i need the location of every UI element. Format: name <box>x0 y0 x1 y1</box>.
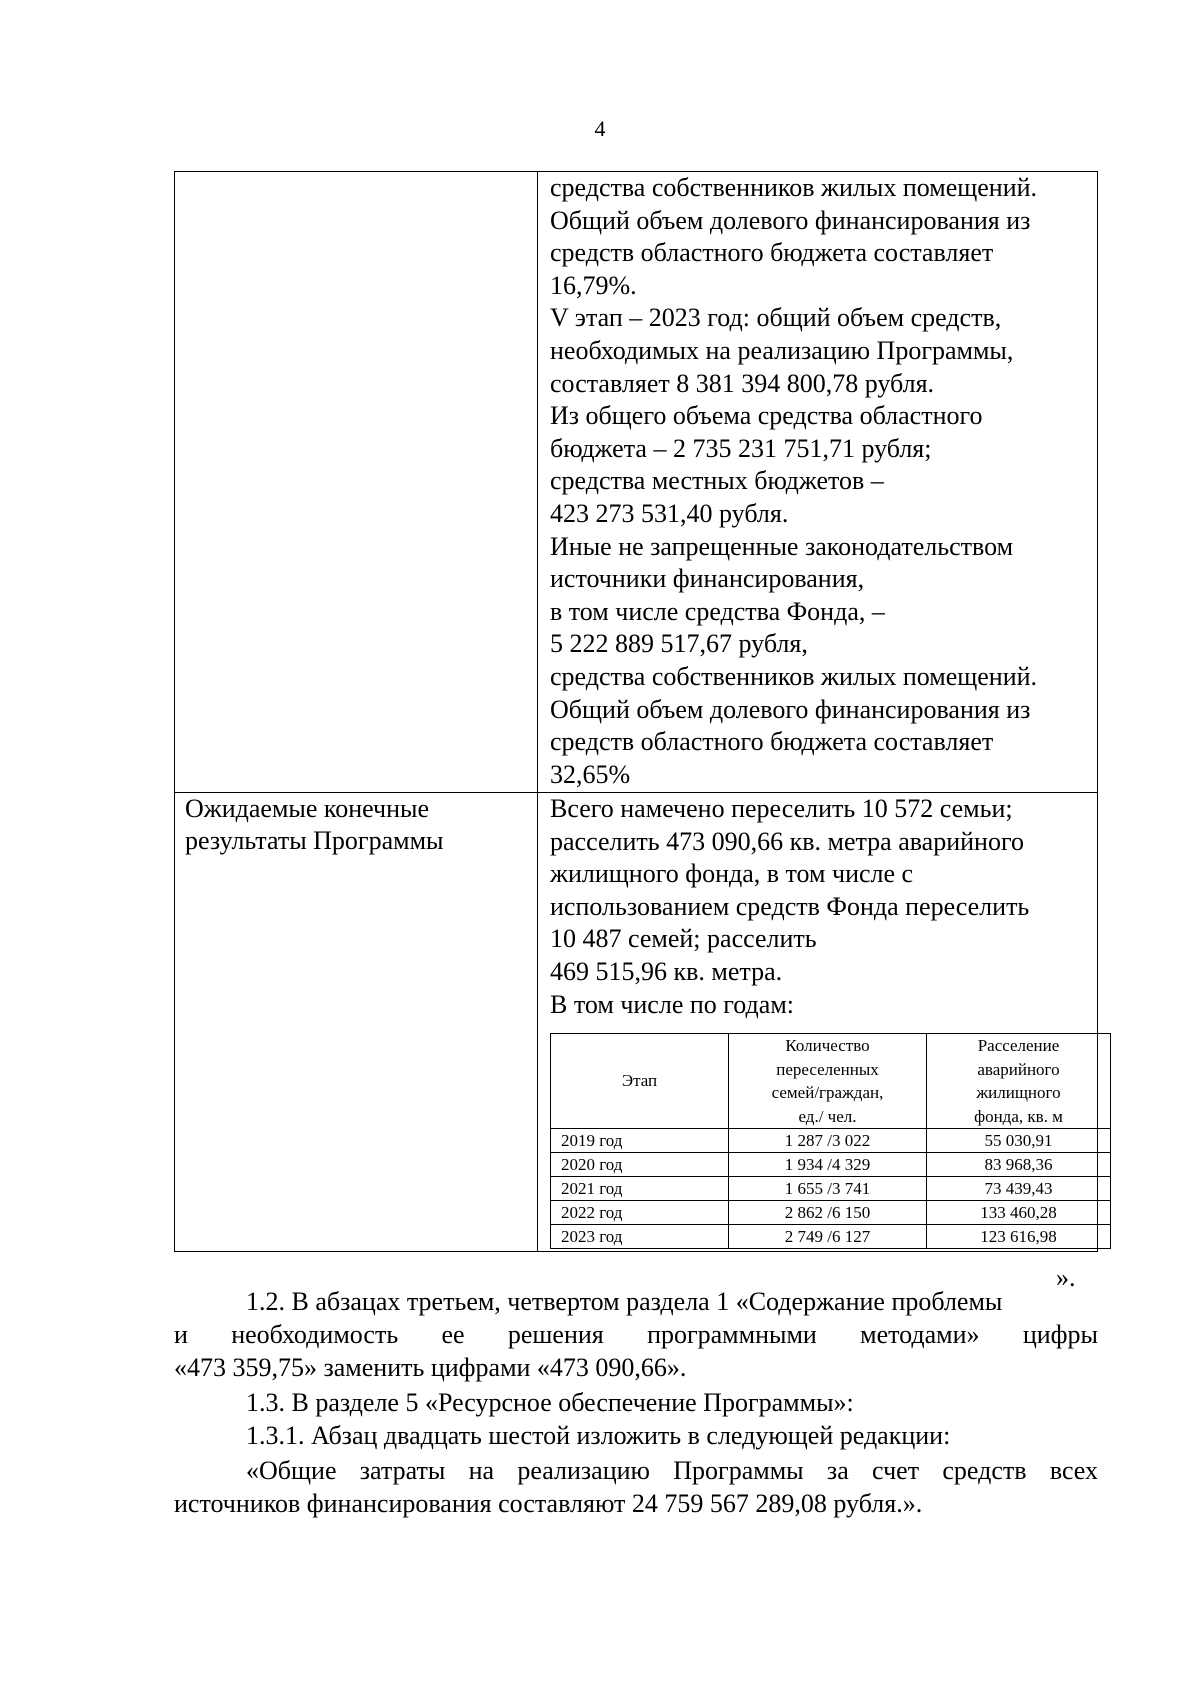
financing-text-line: Иные не запрещенные законодательством <box>550 531 1014 561</box>
paragraph-1-3-1-text: 1.3.1. Абзац двадцать шестой изложить в следующей редакции: <box>246 1421 951 1450</box>
table-row <box>551 1153 1111 1177</box>
expected-results-text-line: жилищного фонда, в том числе с <box>550 859 914 889</box>
header-area-line: жилищного <box>976 1083 1061 1103</box>
expected-results-text-line: 469 515,96 кв. метра. <box>550 956 783 986</box>
header-stage: Этап <box>551 1034 729 1129</box>
row-label-empty <box>175 172 538 793</box>
expected-results-label-line: Ожидаемые конечные <box>185 794 430 823</box>
header-families-count-line: переселенных <box>776 1059 879 1079</box>
header-families-count-line: семей/граждан, <box>771 1083 884 1103</box>
expected-results-text-line: В том числе по годам: <box>550 989 794 1019</box>
year-cell: 2021 год <box>551 1177 729 1201</box>
financing-text-line: средства местных бюджетов – <box>550 466 884 496</box>
resettlement-by-year-table <box>550 1033 1111 1249</box>
expected-results-content-cell <box>538 793 1098 1252</box>
financing-text-line: в том числе средства Фонда, – <box>550 596 885 626</box>
expected-results-text-line: 10 487 семей; расселить <box>550 924 817 954</box>
financing-text-line: средств областного бюджета составляет <box>550 727 994 757</box>
paragraph-1-2-line-3: «473 359,75» заменить цифрами «473 090,66». <box>174 1353 687 1382</box>
header-area-line: Расселение <box>977 1036 1060 1056</box>
page-number: 4 <box>594 116 606 141</box>
families-count-cell: 2 749 /6 127 <box>729 1225 927 1249</box>
financing-text-line: средства собственников жилых помещений. <box>550 173 1038 202</box>
families-count-cell: 1 934 /4 329 <box>729 1153 927 1177</box>
area-cell: 73 439,43 <box>927 1177 1111 1201</box>
financing-text-line: V этап – 2023 год: общий объем средств, <box>550 303 1002 333</box>
area-cell: 123 616,98 <box>927 1225 1111 1249</box>
financing-text-line: бюджета – 2 735 231 751,71 рубля; <box>550 433 932 463</box>
financing-text-line: необходимых на реализацию Программы, <box>550 335 1014 365</box>
families-count-cell: 1 287 /3 022 <box>729 1129 927 1153</box>
inner-table-header-row <box>551 1034 1111 1129</box>
expected-results-text-line: использованием средств Фонда переселить <box>550 891 1030 921</box>
quoted-paragraph-line-2: источников финансирования составляют 24 759 567 289,08 рубля.». <box>174 1489 923 1518</box>
paragraph-1-3 <box>174 1386 1098 1419</box>
financing-text-line: Общий объем долевого финансирования из <box>550 205 1031 235</box>
year-cell: 2023 год <box>551 1225 729 1249</box>
paragraph-1-2 <box>174 1285 1098 1384</box>
financing-text-line: источники финансирования, <box>550 564 865 594</box>
year-cell: 2019 год <box>551 1129 729 1153</box>
paragraph-1-3-1 <box>174 1419 1098 1452</box>
financing-content-cell <box>538 172 1098 793</box>
financing-text-line: составляет 8 381 394 800,78 рубля. <box>550 368 935 398</box>
paragraph-1-2-line-1: 1.2. В абзацах третьем, четвертом раздела 1 «Содержание проблемы <box>246 1287 1003 1316</box>
financing-text-line: Общий объем долевого финансирования из <box>550 694 1031 724</box>
closing-quote: ». <box>1056 1263 1076 1292</box>
table-row <box>551 1129 1111 1153</box>
expected-results-text-line: Всего намечено переселить 10 572 семьи; <box>550 794 1013 823</box>
paragraph-1-2-line-2: и необходимость ее решения программными методами» цифры <box>174 1320 1098 1349</box>
area-cell: 133 460,28 <box>927 1201 1111 1225</box>
header-families-count-line: ед./ чел. <box>798 1106 857 1126</box>
financing-text-line: 423 273 531,40 рубля. <box>550 498 789 528</box>
header-families-count-line: Количество <box>785 1036 870 1056</box>
area-cell: 83 968,36 <box>927 1153 1111 1177</box>
table-row <box>551 1177 1111 1201</box>
expected-results-label-line: результаты Программы <box>185 826 444 855</box>
table-row <box>551 1201 1111 1225</box>
financing-text-line: 16,79%. <box>550 270 637 300</box>
area-cell: 55 030,91 <box>927 1129 1111 1153</box>
header-area-line: аварийного <box>977 1059 1060 1079</box>
program-passport-table <box>174 171 1098 1252</box>
expected-results-text-line: расселить 473 090,66 кв. метра аварийного <box>550 826 1024 856</box>
table-row-financing <box>175 172 1098 793</box>
financing-text-line: Из общего объема средства областного <box>550 401 983 431</box>
year-cell: 2020 год <box>551 1153 729 1177</box>
header-families-count <box>729 1034 927 1129</box>
quoted-paragraph <box>174 1454 1098 1520</box>
paragraph-1-3-text: 1.3. В разделе 5 «Ресурсное обеспечение Программы»: <box>246 1388 854 1417</box>
families-count-cell: 2 862 /6 150 <box>729 1201 927 1225</box>
expected-results-label-cell <box>175 793 538 1252</box>
financing-text-line: средства собственников жилых помещений. <box>550 661 1038 691</box>
table-row-expected-results <box>175 793 1098 1252</box>
header-area-resettled <box>927 1034 1111 1129</box>
families-count-cell: 1 655 /3 741 <box>729 1177 927 1201</box>
table-row <box>551 1225 1111 1249</box>
financing-text-line: 5 222 889 517,67 рубля, <box>550 629 808 659</box>
header-area-line: фонда, кв. м <box>974 1106 1063 1126</box>
financing-text-line: средств областного бюджета составляет <box>550 238 994 268</box>
financing-text-line: 32,65% <box>550 759 631 789</box>
year-cell: 2022 год <box>551 1201 729 1225</box>
quoted-paragraph-line-1: «Общие затраты на реализацию Программы за счет средств всех <box>246 1456 1098 1485</box>
